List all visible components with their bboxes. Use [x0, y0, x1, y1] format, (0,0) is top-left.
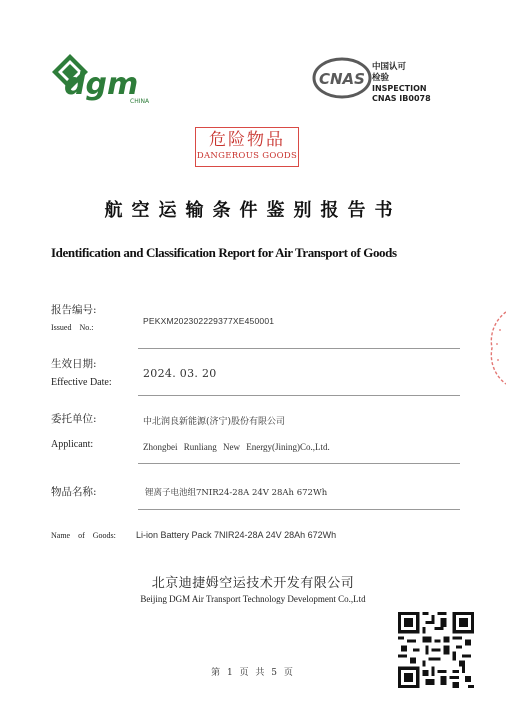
stamp-text-cn: 危险物品	[209, 130, 285, 150]
applicant-value-en: Zhongbei Runliang New Energy(Jining)Co.,Ltd.	[143, 442, 330, 452]
cnas-logo	[312, 56, 380, 100]
company-name-cn: 北京迪捷姆空运技术开发有限公司	[151, 576, 355, 591]
goods-name-label-en: Name of Goods:	[51, 531, 116, 540]
dangerous-goods-stamp	[195, 127, 299, 167]
applicant-label-cn: 委托单位:	[51, 413, 97, 425]
cnas-cn-line2: 检验	[372, 73, 390, 83]
svg-text:CHINA: CHINA	[130, 98, 150, 105]
effective-date-label-en: Effective Date:	[51, 377, 112, 388]
company-name-en: Beijing DGM Air Transport Technology Development Co.,Ltd	[140, 594, 366, 604]
applicant-value-cn: 中北润良新能源(济宁)股份有限公司	[143, 417, 286, 427]
cnas-en-line1: INSPECTION	[372, 84, 427, 93]
svg-text:CNAS: CNAS	[319, 70, 365, 88]
issued-number-value: PEKXM202302229377XE450001	[143, 316, 275, 326]
dgm-logo	[52, 48, 167, 108]
effective-date-value: 2024. 03. 20	[143, 367, 217, 380]
goods-name-value-cn: 锂离子电池组7NIR24-28A 24V 28Ah 672Wh	[145, 488, 328, 498]
svg-text:dgm: dgm	[64, 67, 139, 102]
red-seal-fragment-icon	[484, 310, 506, 386]
goods-name-label-cn: 物品名称:	[51, 486, 97, 498]
goods-name-value-en: Li-ion Battery Pack 7NIR24-28A 24V 28Ah 672Wh	[136, 530, 337, 540]
issued-label-en: Issued No.:	[51, 323, 94, 332]
page-number: 第 1 页 共 5 页	[211, 668, 295, 678]
field-divider	[138, 348, 460, 349]
issued-label-cn: 报告编号:	[51, 304, 97, 316]
field-divider	[138, 463, 460, 464]
field-divider	[138, 395, 460, 396]
report-title-en: Identification and Classification Report for Air Transport of Goods	[51, 245, 397, 260]
field-divider	[138, 509, 460, 510]
report-title-cn: 航空运输条件鉴别报告书	[104, 200, 402, 221]
stamp-text-en: DANGEROUS GOODS	[196, 151, 298, 161]
cnas-en-line2: CNAS IB0078	[372, 94, 431, 103]
cnas-cn-line1: 中国认可	[372, 62, 407, 72]
effective-date-label-cn: 生效日期:	[51, 358, 97, 370]
applicant-label-en: Applicant:	[51, 439, 94, 450]
